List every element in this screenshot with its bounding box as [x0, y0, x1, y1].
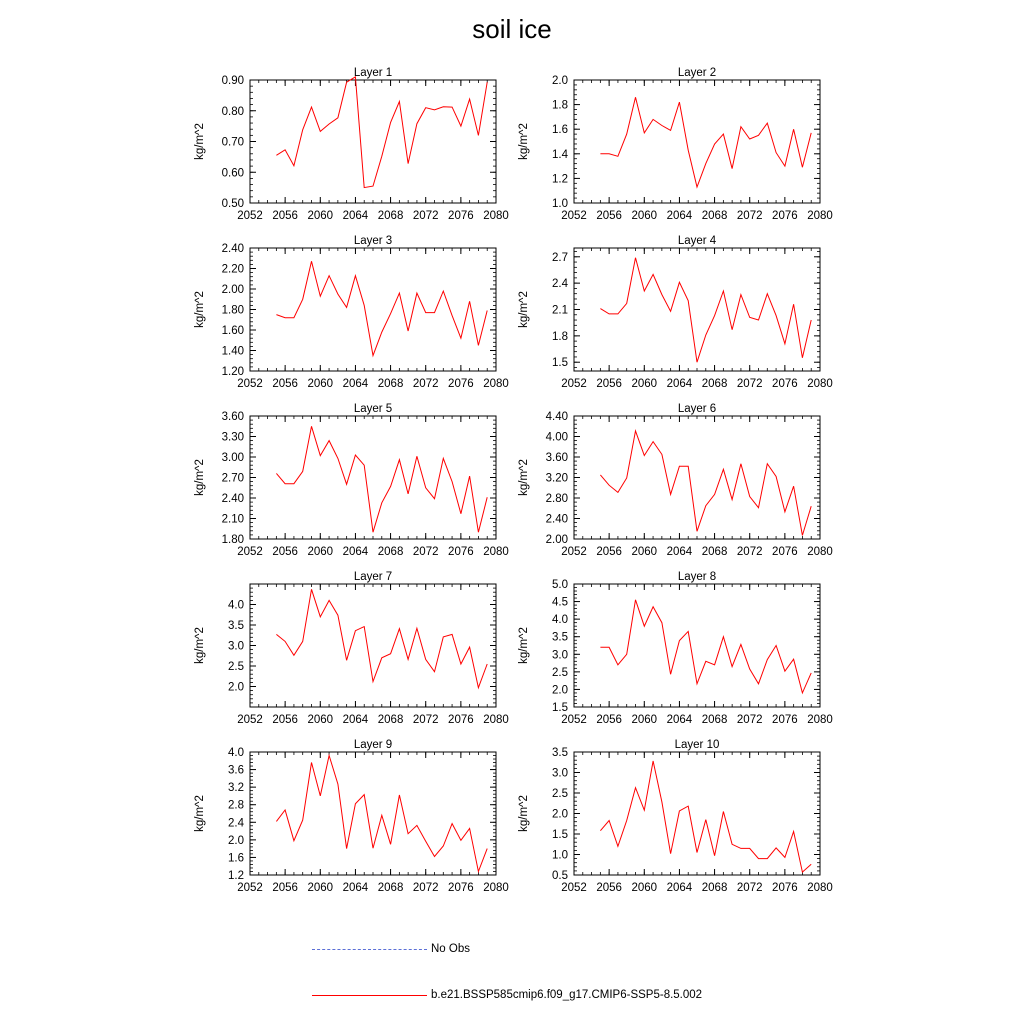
- panel-2-title: Layer 2: [677, 67, 717, 79]
- panel-9-ytick-label: 4.0: [228, 747, 244, 759]
- panel-2-xtick-label: 2060: [631, 210, 658, 222]
- panel-10-frame: [574, 752, 820, 875]
- panel-8-xtick-label: 2076: [772, 714, 798, 726]
- panel-9-xtick-label: 2072: [412, 882, 439, 894]
- panel-5-ytick-label: 2.70: [221, 472, 244, 485]
- panel-7-xtick-label: 2068: [377, 714, 404, 726]
- panel-7-xtick-label: 2056: [272, 714, 298, 726]
- panel-5-xtick-label: 2052: [237, 546, 263, 558]
- legend-label-no-obs: No Obs: [431, 943, 470, 955]
- panel-4-xtick-label: 2068: [701, 378, 728, 390]
- panel-9-xtick-label: 2068: [377, 882, 404, 894]
- panel-10-xtick-label: 2080: [807, 882, 833, 894]
- panel-8-ytick-label: 1.5: [552, 702, 568, 714]
- panel-4-ytick-label: 2.7: [552, 251, 568, 264]
- panel-6-xtick-label: 2072: [736, 546, 763, 558]
- panel-7-frame: [250, 584, 496, 707]
- panel-8-xtick-label: 2080: [807, 714, 833, 726]
- panel-3-series-line: [276, 261, 487, 355]
- panel-2-ytick-label: 1.6: [552, 124, 568, 137]
- panel-8-ytick-label: 3.0: [552, 649, 568, 662]
- panel-5-frame: [250, 416, 496, 539]
- panel-10-ytick-label: 1.5: [552, 829, 568, 841]
- panel-7-ytick-label: 2.0: [228, 681, 244, 694]
- panel-4-xtick-label: 2052: [561, 378, 587, 390]
- panel-7-ytick-label: 4.0: [228, 599, 244, 612]
- panel-2-xtick-label: 2080: [807, 210, 833, 222]
- panel-6-xtick-label: 2064: [666, 546, 693, 558]
- panel-7-ytick-label: 3.5: [228, 620, 244, 632]
- panel-9-ytick-label: 3.2: [228, 782, 244, 795]
- panel-4-series-line: [600, 258, 811, 363]
- panel-4-ytick-label: 2.4: [552, 278, 568, 291]
- panel-5-ylabel: kg/m^2: [194, 459, 206, 496]
- panel-5-ytick-label: 3.00: [221, 452, 244, 464]
- panel-5-ytick-label: 2.40: [221, 493, 244, 505]
- panel-1-xtick-label: 2056: [272, 210, 298, 222]
- panel-1-xtick-label: 2060: [307, 210, 334, 222]
- panel-10-xtick-label: 2072: [736, 882, 763, 894]
- panel-5-xtick-label: 2068: [377, 546, 404, 558]
- panel-2-ytick-label: 1.4: [552, 148, 568, 161]
- panel-4-ytick-label: 1.8: [552, 330, 568, 343]
- panel-4-frame: [574, 248, 820, 371]
- panel-3-xtick-label: 2052: [237, 378, 263, 390]
- panel-3-ytick-label: 2.00: [221, 284, 244, 296]
- panel-3-title: Layer 3: [353, 235, 393, 247]
- panel-8-xtick-label: 2064: [666, 714, 693, 726]
- panel-10-ytick-label: 3.5: [552, 747, 568, 759]
- panel-8: [518, 571, 833, 726]
- panel-10-series-line: [600, 761, 811, 872]
- legend-swatch-dashed: [312, 949, 427, 950]
- panel-5-xtick-label: 2076: [448, 546, 474, 558]
- panel-9-xtick-label: 2080: [483, 882, 509, 894]
- panel-7-xtick-label: 2072: [412, 714, 439, 726]
- panel-9-xtick-label: 2052: [237, 882, 263, 894]
- panel-9-xtick-label: 2060: [307, 882, 334, 894]
- panel-1: [194, 67, 509, 222]
- panel-3-xtick-label: 2060: [307, 378, 334, 390]
- panel-4-xtick-label: 2072: [736, 378, 763, 390]
- panel-9-ytick-label: 2.8: [228, 799, 244, 812]
- panel-6-frame: [574, 416, 820, 539]
- panel-6-title: Layer 6: [677, 403, 717, 415]
- panel-10-xtick-label: 2064: [666, 882, 693, 894]
- panel-3-ytick-label: 1.60: [221, 325, 244, 337]
- panel-2-xtick-label: 2072: [736, 210, 763, 222]
- panel-2-xtick-label: 2052: [561, 210, 587, 222]
- panel-5-xtick-label: 2064: [342, 546, 369, 558]
- panel-5-ytick-label: 3.60: [221, 411, 244, 423]
- panel-3-ylabel: kg/m^2: [194, 291, 206, 328]
- legend-entry-model-run: [312, 987, 702, 1003]
- panel-10-title: Layer 10: [674, 739, 720, 751]
- panel-5-xtick-label: 2072: [412, 546, 439, 558]
- panel-6-ytick-label: 3.60: [545, 452, 568, 464]
- panel-6-xtick-label: 2068: [701, 546, 728, 558]
- panel-9-xtick-label: 2056: [272, 882, 298, 894]
- panel-6-ytick-label: 3.20: [545, 472, 568, 485]
- panel-1-xtick-label: 2068: [377, 210, 404, 222]
- panel-2: [518, 67, 833, 222]
- panel-1-xtick-label: 2064: [342, 210, 369, 222]
- panel-5-ytick-label: 1.80: [221, 534, 244, 546]
- panel-10-xtick-label: 2052: [561, 882, 587, 894]
- panel-3-xtick-label: 2076: [448, 378, 474, 390]
- panel-2-series-line: [600, 97, 811, 187]
- panel-9-ylabel: kg/m^2: [194, 795, 206, 832]
- panel-7-xtick-label: 2080: [483, 714, 509, 726]
- panel-6: [518, 403, 833, 558]
- panel-5-series-line: [276, 426, 487, 532]
- panel-7-series-line: [276, 589, 487, 687]
- panel-4: [518, 235, 833, 390]
- panel-1-ylabel: kg/m^2: [194, 123, 206, 160]
- panel-2-ytick-label: 1.0: [552, 198, 568, 210]
- panel-5-ytick-label: 3.30: [221, 431, 244, 444]
- panel-4-title: Layer 4: [677, 235, 717, 247]
- panel-8-ytick-label: 3.5: [552, 631, 568, 644]
- panel-8-ytick-label: 2.5: [552, 666, 568, 679]
- panel-7-xtick-label: 2060: [307, 714, 334, 726]
- panel-7-xtick-label: 2076: [448, 714, 474, 726]
- panel-7-ytick-label: 2.5: [228, 661, 244, 673]
- panel-6-xtick-label: 2080: [807, 546, 833, 558]
- panel-10-ytick-label: 0.5: [552, 870, 568, 882]
- panel-8-title: Layer 8: [677, 571, 717, 583]
- panel-1-xtick-label: 2076: [448, 210, 474, 222]
- figure-title: soil ice: [472, 14, 552, 44]
- panel-1-ytick-label: 0.50: [221, 198, 244, 210]
- panel-3-ytick-label: 2.40: [221, 243, 244, 255]
- panel-4-xtick-label: 2076: [772, 378, 798, 390]
- panel-7-xtick-label: 2052: [237, 714, 263, 726]
- panel-6-xtick-label: 2076: [772, 546, 798, 558]
- panel-8-xtick-label: 2052: [561, 714, 587, 726]
- panel-4-xtick-label: 2080: [807, 378, 833, 390]
- panel-10-xtick-label: 2076: [772, 882, 798, 894]
- panel-9: [194, 739, 509, 894]
- panel-2-xtick-label: 2076: [772, 210, 798, 222]
- panel-6-ytick-label: 4.00: [545, 431, 568, 444]
- panel-8-xtick-label: 2060: [631, 714, 658, 726]
- panel-10-xtick-label: 2056: [596, 882, 622, 894]
- panel-2-xtick-label: 2064: [666, 210, 693, 222]
- panel-8-xtick-label: 2068: [701, 714, 728, 726]
- panel-3-xtick-label: 2072: [412, 378, 439, 390]
- panel-10-ytick-label: 2.0: [552, 808, 568, 821]
- panel-7: [194, 571, 509, 726]
- panel-6-ytick-label: 2.40: [545, 513, 568, 526]
- panel-3-xtick-label: 2056: [272, 378, 298, 390]
- panel-3-ytick-label: 1.40: [221, 345, 244, 358]
- panel-4-ytick-label: 2.1: [552, 304, 568, 317]
- panel-9-title: Layer 9: [353, 739, 393, 751]
- panel-10-xtick-label: 2068: [701, 882, 728, 894]
- panel-4-xtick-label: 2056: [596, 378, 622, 390]
- panel-8-ytick-label: 2.0: [552, 684, 568, 697]
- panel-1-ytick-label: 0.70: [221, 136, 244, 149]
- panel-6-xtick-label: 2060: [631, 546, 658, 558]
- panel-6-ytick-label: 4.40: [545, 411, 568, 423]
- panel-3-ytick-label: 1.80: [221, 304, 244, 317]
- panel-5: [194, 403, 509, 558]
- panel-10-xtick-label: 2060: [631, 882, 658, 894]
- panel-7-ytick-label: 3.0: [228, 640, 244, 653]
- panel-8-xtick-label: 2072: [736, 714, 763, 726]
- panel-1-xtick-label: 2072: [412, 210, 439, 222]
- panel-8-ytick-label: 4.5: [552, 596, 568, 609]
- legend-swatch-solid: [312, 995, 427, 996]
- panel-7-ylabel: kg/m^2: [194, 627, 206, 664]
- panel-2-ylabel: kg/m^2: [518, 123, 530, 160]
- panel-3-frame: [250, 248, 496, 371]
- panel-2-ytick-label: 1.2: [552, 173, 568, 186]
- panel-9-xtick-label: 2064: [342, 882, 369, 894]
- panel-1-ytick-label: 0.80: [221, 105, 244, 118]
- panel-9-ytick-label: 1.6: [228, 852, 244, 865]
- panel-8-ytick-label: 4.0: [552, 614, 568, 627]
- panel-8-ytick-label: 5.0: [552, 579, 568, 591]
- panel-9-series-line: [276, 756, 487, 872]
- panel-4-ytick-label: 1.5: [552, 357, 568, 370]
- panel-1-ytick-label: 0.60: [221, 167, 244, 180]
- panel-6-xtick-label: 2052: [561, 546, 587, 558]
- panel-9-ytick-label: 1.2: [228, 870, 244, 882]
- panel-5-xtick-label: 2056: [272, 546, 298, 558]
- panel-2-xtick-label: 2056: [596, 210, 622, 222]
- panel-9-ytick-label: 2.0: [228, 834, 244, 847]
- panel-2-ytick-label: 2.0: [552, 75, 568, 87]
- panel-7-title: Layer 7: [353, 571, 393, 583]
- panel-4-xtick-label: 2064: [666, 378, 693, 390]
- panel-6-xtick-label: 2056: [596, 546, 622, 558]
- panel-3-ytick-label: 1.20: [221, 366, 244, 378]
- panel-7-xtick-label: 2064: [342, 714, 369, 726]
- panel-9-ytick-label: 3.6: [228, 764, 244, 777]
- panel-3-xtick-label: 2064: [342, 378, 369, 390]
- legend-entry-no-obs: [312, 941, 470, 957]
- panel-1-title: Layer 1: [353, 67, 393, 79]
- panel-2-frame: [574, 80, 820, 203]
- panel-8-ylabel: kg/m^2: [518, 627, 530, 664]
- panel-10-ytick-label: 3.0: [552, 767, 568, 780]
- panel-9-frame: [250, 752, 496, 875]
- panel-2-xtick-label: 2068: [701, 210, 728, 222]
- panel-3-xtick-label: 2080: [483, 378, 509, 390]
- panel-10-ytick-label: 1.0: [552, 849, 568, 862]
- panel-3: [194, 235, 509, 390]
- panel-1-ytick-label: 0.90: [221, 75, 244, 87]
- panel-1-xtick-label: 2080: [483, 210, 509, 222]
- panel-8-frame: [574, 584, 820, 707]
- panel-6-ylabel: kg/m^2: [518, 459, 530, 496]
- legend-label-model-run: b.e21.BSSP585cmip6.f09_g17.CMIP6-SSP5-8.5.002: [431, 989, 703, 1001]
- panel-8-xtick-label: 2056: [596, 714, 622, 726]
- panel-10-ylabel: kg/m^2: [518, 795, 530, 832]
- panel-6-series-line: [600, 431, 811, 536]
- panel-3-ytick-label: 2.20: [221, 263, 244, 276]
- panel-8-series-line: [600, 600, 811, 693]
- panel-10: [518, 739, 833, 894]
- panel-2-ytick-label: 1.8: [552, 99, 568, 112]
- panel-5-xtick-label: 2060: [307, 546, 334, 558]
- panel-1-series-line: [276, 77, 487, 188]
- panel-5-xtick-label: 2080: [483, 546, 509, 558]
- panel-4-ylabel: kg/m^2: [518, 291, 530, 328]
- panel-6-ytick-label: 2.00: [545, 534, 568, 546]
- panel-3-xtick-label: 2068: [377, 378, 404, 390]
- panel-1-xtick-label: 2052: [237, 210, 263, 222]
- panel-5-ytick-label: 2.10: [221, 513, 244, 526]
- panel-6-ytick-label: 2.80: [545, 493, 568, 505]
- panel-9-xtick-label: 2076: [448, 882, 474, 894]
- panel-10-ytick-label: 2.5: [552, 788, 568, 800]
- panel-5-title: Layer 5: [353, 403, 393, 415]
- panel-4-xtick-label: 2060: [631, 378, 658, 390]
- panel-9-ytick-label: 2.4: [228, 817, 244, 830]
